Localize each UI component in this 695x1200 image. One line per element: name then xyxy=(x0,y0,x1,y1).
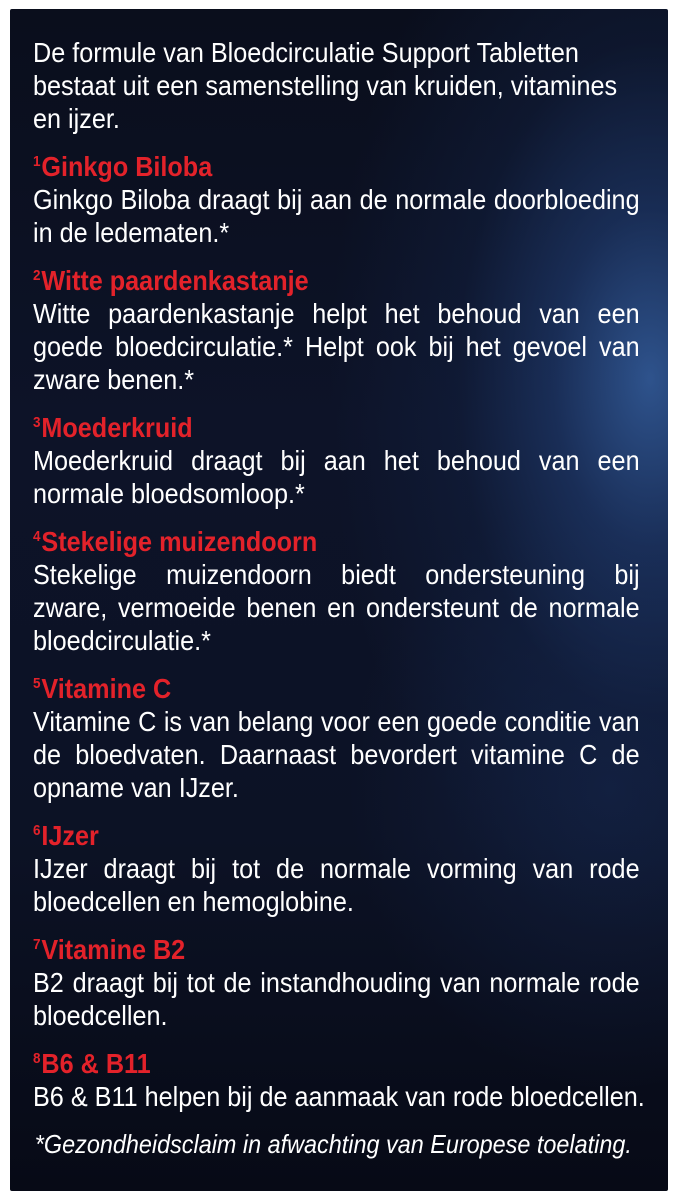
description-line: bloedcellen en hemoglobine. xyxy=(33,886,354,917)
section-vitamine-b2 xyxy=(33,933,640,1032)
ingredient-title: B6 & B11 xyxy=(41,1048,151,1079)
description-line: Stekelige muizendoorn biedt ondersteuning bij xyxy=(33,559,640,590)
info-content xyxy=(33,36,645,1161)
ingredient-heading xyxy=(33,525,640,558)
description-line: de bloedvaten. Daarnaast bevordert vitamine C de xyxy=(33,739,640,770)
description-line: goede bloedcirculatie.* Helpt ook bij het gevoel van xyxy=(33,331,640,362)
section-b6-b11 xyxy=(33,1047,645,1113)
description-line: opname van IJzer. xyxy=(33,772,239,803)
description-line: Moederkruid draagt bij aan het behoud van een xyxy=(33,445,640,476)
description-line: B6 & B11 helpen bij de aanmaak van rode bloedcellen. xyxy=(33,1081,645,1112)
footnote-number: 7 xyxy=(33,936,41,953)
section-ijzer xyxy=(33,819,640,918)
intro-line: bestaat uit een samenstelling van kruiden, vitamines xyxy=(33,70,618,101)
description-line: zware, vermoeide benen en ondersteunt de normale xyxy=(33,592,640,623)
description-line: normale bloedsomloop.* xyxy=(33,478,305,509)
section-vitamine-c xyxy=(33,672,640,804)
ingredient-heading xyxy=(33,411,640,444)
section-witte-paardenkastanje xyxy=(33,264,640,396)
ingredient-title: Stekelige muizendoorn xyxy=(41,526,318,557)
description-line: bloedcellen. xyxy=(33,1000,168,1031)
section-stekelige-muizendoorn xyxy=(33,525,640,657)
description-line: bloedcirculatie.* xyxy=(33,625,211,656)
ingredient-title: Moederkruid xyxy=(41,412,193,443)
ingredient-title: Ginkgo Biloba xyxy=(41,151,213,182)
ingredient-heading xyxy=(33,672,640,705)
description-line: Witte paardenkastanje helpt het behoud van een xyxy=(33,298,640,329)
ingredient-title: Witte paardenkastanje xyxy=(41,265,309,296)
description-line: Ginkgo Biloba draagt bij aan de normale doorbloeding xyxy=(33,184,640,215)
footnote-number: 8 xyxy=(33,1050,41,1067)
footnote-number: 2 xyxy=(33,267,41,284)
footnote-number: 6 xyxy=(33,822,41,839)
ingredient-heading xyxy=(33,1047,640,1080)
intro-paragraph xyxy=(33,36,640,135)
description-line: IJzer draagt bij tot de normale vorming van rode xyxy=(33,853,640,884)
ingredient-title: IJzer xyxy=(41,820,99,851)
description-line: in de ledematen.* xyxy=(33,217,230,248)
description-line: Vitamine C is van belang voor een goede conditie van xyxy=(33,706,640,737)
info-panel xyxy=(10,9,668,1191)
ingredient-heading xyxy=(33,933,640,966)
section-ginkgo-biloba xyxy=(33,150,640,249)
ingredient-heading xyxy=(33,264,640,297)
intro-line: De formule van Bloedcirculatie Support Tabletten xyxy=(33,37,579,68)
footnote-number: 1 xyxy=(33,153,41,170)
description-line: zware benen.* xyxy=(33,364,195,395)
ingredient-title: Vitamine B2 xyxy=(41,934,186,965)
footnote-number: 3 xyxy=(33,414,41,431)
section-moederkruid xyxy=(33,411,640,510)
intro-line: en ijzer. xyxy=(33,103,120,134)
ingredient-heading xyxy=(33,150,640,183)
disclaimer-footnote: *Gezondheidsclaim in afwachting van Europese toelating. xyxy=(34,1129,632,1159)
description-line: B2 draagt bij tot de instandhouding van normale rode xyxy=(33,967,640,998)
footnote-number: 4 xyxy=(33,528,41,545)
ingredient-title: Vitamine C xyxy=(41,673,172,704)
ingredient-heading xyxy=(33,819,640,852)
footnote-number: 5 xyxy=(33,675,41,692)
